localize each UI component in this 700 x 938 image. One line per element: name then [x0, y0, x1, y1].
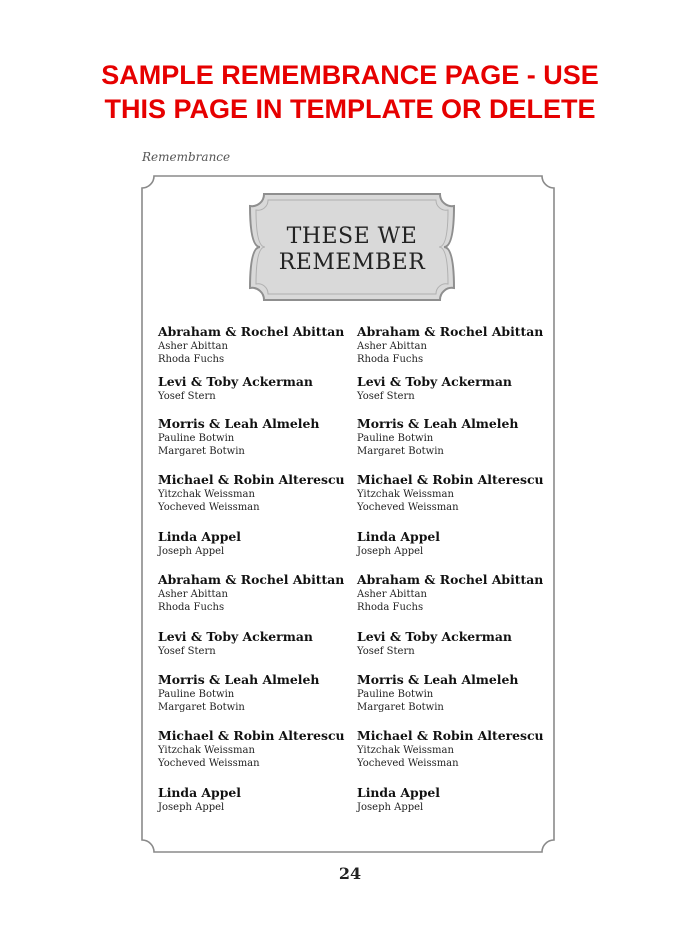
heading-line-2: REMEMBER: [278, 250, 426, 275]
remembrance-entry: [357, 416, 518, 458]
remembered-name: Yosef Stern: [357, 646, 415, 657]
remembrance-entry: [158, 416, 319, 458]
remembrance-entry: [158, 785, 241, 814]
remembered-name: Yocheved Weissman: [158, 502, 260, 513]
remembered-name: Pauline Botwin: [357, 689, 434, 700]
remembrance-entry: [357, 374, 512, 403]
honoree-name: Linda Appel: [158, 785, 241, 800]
honoree-name: Levi & Toby Ackerman: [357, 374, 512, 389]
honoree-name: Abraham & Rochel Abittan: [158, 572, 345, 587]
remembrance-entry: [158, 529, 241, 558]
remembered-name: Joseph Appel: [357, 546, 424, 557]
remembered-name: Asher Abittan: [357, 341, 427, 352]
remembered-name: Margaret Botwin: [357, 446, 444, 457]
honoree-name: Michael & Robin Alterescu: [357, 728, 544, 743]
remembered-name: Yitzchak Weissman: [158, 489, 255, 500]
remembered-name: Pauline Botwin: [357, 433, 434, 444]
remembered-name: Pauline Botwin: [158, 689, 235, 700]
page-heading: [244, 224, 460, 276]
remembrance-entry: [158, 728, 345, 770]
remembered-name: Joseph Appel: [357, 802, 424, 813]
remembrance-entry: [357, 324, 543, 366]
honoree-name: Abraham & Rochel Abittan: [158, 324, 345, 339]
remembered-name: Pauline Botwin: [158, 433, 235, 444]
honoree-name: Levi & Toby Ackerman: [357, 629, 512, 644]
honoree-name: Abraham & Rochel Abittan: [357, 324, 544, 339]
remembrance-entry: [357, 728, 544, 770]
remembrance-frame: [140, 174, 556, 854]
remembrance-entry: [158, 672, 319, 714]
remembered-name: Rhoda Fuchs: [158, 354, 225, 365]
remembered-name: Yitzchak Weissman: [357, 745, 454, 756]
remembered-name: Asher Abittan: [158, 341, 228, 352]
remembrance-entry: [357, 629, 512, 658]
section-label: Remembrance: [142, 150, 231, 164]
remembered-name: Yocheved Weissman: [357, 502, 459, 513]
remembered-name: Joseph Appel: [158, 546, 225, 557]
remembered-name: Yocheved Weissman: [158, 758, 260, 769]
remembered-name: Joseph Appel: [158, 802, 225, 813]
honoree-name: Linda Appel: [357, 529, 440, 544]
remembrance-entry: [158, 324, 344, 366]
banner-line-1: SAMPLE REMEMBRANCE PAGE - USE: [101, 60, 599, 90]
remembered-name: Yitzchak Weissman: [158, 745, 255, 756]
honoree-name: Levi & Toby Ackerman: [158, 374, 313, 389]
sample-banner: [0, 58, 700, 126]
remembered-name: Asher Abittan: [158, 589, 228, 600]
remembrance-entry: [357, 472, 544, 514]
remembered-name: Yosef Stern: [158, 646, 216, 657]
honoree-name: Linda Appel: [357, 785, 440, 800]
remembered-name: Margaret Botwin: [158, 446, 245, 457]
remembered-name: Rhoda Fuchs: [158, 602, 225, 613]
remembered-name: Yitzchak Weissman: [357, 489, 454, 500]
banner-line-2: THIS PAGE IN TEMPLATE OR DELETE: [104, 94, 596, 124]
remembered-name: Asher Abittan: [357, 589, 427, 600]
remembered-name: Rhoda Fuchs: [357, 602, 424, 613]
honoree-name: Michael & Robin Alterescu: [158, 728, 345, 743]
remembered-name: Margaret Botwin: [158, 702, 245, 713]
honoree-name: Michael & Robin Alterescu: [357, 472, 544, 487]
honoree-name: Morris & Leah Almeleh: [357, 416, 519, 431]
remembered-name: Rhoda Fuchs: [357, 354, 424, 365]
honoree-name: Linda Appel: [158, 529, 241, 544]
honoree-name: Morris & Leah Almeleh: [158, 672, 320, 687]
remembered-name: Yocheved Weissman: [357, 758, 459, 769]
remembrance-entry: [357, 785, 440, 814]
honoree-name: Abraham & Rochel Abittan: [357, 572, 544, 587]
remembrance-entry: [357, 529, 440, 558]
honoree-name: Morris & Leah Almeleh: [357, 672, 519, 687]
remembered-name: Margaret Botwin: [357, 702, 444, 713]
remembrance-entry: [158, 572, 344, 614]
remembrance-entry: [158, 472, 345, 514]
remembered-name: Yosef Stern: [357, 391, 415, 402]
remembrance-entry: [357, 572, 543, 614]
remembrance-entry: [357, 672, 518, 714]
page-number: 24: [338, 864, 362, 883]
heading-line-1: THESE WE: [286, 224, 418, 249]
honoree-name: Michael & Robin Alterescu: [158, 472, 345, 487]
remembered-name: Yosef Stern: [158, 391, 216, 402]
remembrance-entry: [158, 629, 313, 658]
remembrance-entry: [158, 374, 313, 403]
honoree-name: Morris & Leah Almeleh: [158, 416, 320, 431]
honoree-name: Levi & Toby Ackerman: [158, 629, 313, 644]
